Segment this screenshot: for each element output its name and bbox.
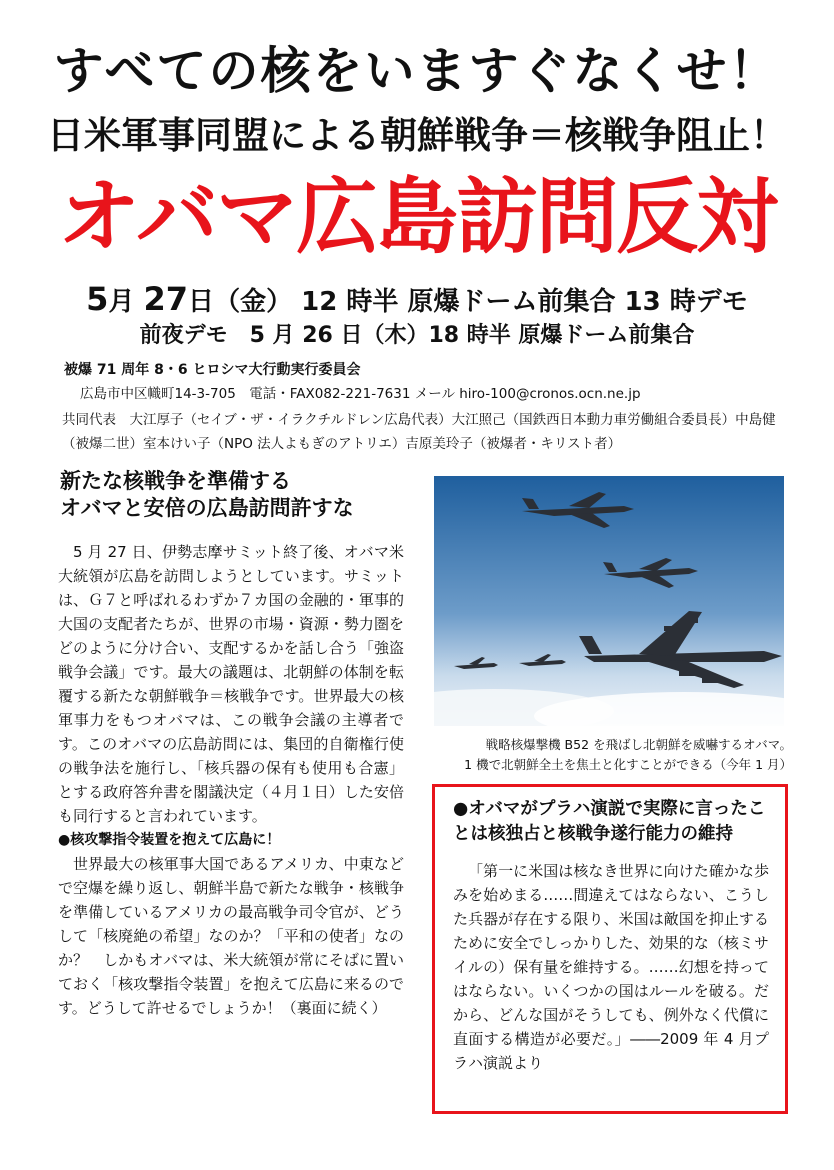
prague-speech-box — [432, 784, 788, 1114]
quote-text: 「第一に米国は核なき世界に向けた確かな歩みを始めまる……間違えてはならない、こうした兵器が存在する限り、米国は敵国を抑止するために安全でしっかりした、効果的な（核ミサイルの）保有量を維持する。……幻想を持ってはならない。いくつかの国はルールを破る。だから、どんな国がそうしても、例外なく代償に直面する構造が必要だ。」――2009 年 4 月プラハ演説より — [453, 862, 769, 1072]
organizer-address: 広島市中区幟町14-3-705 電話・FAX082-221-7631 メール hiro-100@cronos.ocn.ne.jp — [80, 386, 641, 402]
eve-schedule: 前夜デモ 5 月 26 日（木）18 時半 原爆ドーム前集合 — [139, 323, 695, 348]
photo-caption — [430, 735, 792, 775]
article-paragraph-1: 5 月 27 日、伊勢志摩サミット終了後、オバマ米大統領が広島を訪問しようとしています。サミットは、Ｇ７と呼ばれるわずか７カ国の金融的・軍事的大国の支配者たちが、世界の市場・資源・勢力圏をどのように分け合い、支配するかを話し合う「強盗戦争会議」です。最大の議題は、北朝鮮の体制を転覆する新たな朝鮮戦争＝核戦争です。世界最大の核軍事力をもつオバマは、この戦争会議の主導者です。このオバマの広島訪問には、集団的自衛権行使の戦争法を施行し、「核兵器の保有も使用も合憲」とする政府答弁書を閣議決定（４月１日）した安倍も同行すると言われています。 — [58, 543, 404, 825]
article-paragraph-2: 世界最大の核軍事大国であるアメリカ、中東などで空爆を繰り返し、朝鮮半島で新たな戦争・核戦争を準備しているアメリカの最高戦争司令官が、どうして「核廃絶の希望」なのか？「平和の使者」なのか？ しかもオバマは、米大統領が常にそばに置いておく「核攻撃指令装置」を抱えて広島に来るのです。どうして許せるでしょうか！（裏面に続く） — [58, 855, 404, 1017]
representatives: 共同代表 大江厚子（セイブ・ザ・イラクチルドレン広島代表）大江照己（国鉄西日本動力車労働組合委員長）中島健（被爆二世）室本けい子（NPO 法人よもぎのアトリエ）吉原美玲子（被爆者・キリスト者） — [62, 412, 776, 452]
schedule-day: 27 — [143, 280, 189, 318]
schedule-weekday: （金） — [214, 287, 293, 317]
schedule-month-unit: 月 — [108, 287, 135, 317]
red-headline: オバマ広島訪問反対 — [57, 170, 777, 265]
schedule-place: 原爆ドーム前集合 — [407, 287, 616, 317]
schedule-hour: 12 — [301, 287, 338, 317]
article-title-line1: 新たな核戦争を準備する — [60, 469, 291, 493]
article-title-line2: オバマと安倍の広島訪問許すな — [60, 496, 354, 520]
bomber-photo — [434, 476, 784, 726]
organizer-name: 被爆 71 周年 8・6 ヒロシマ大行動実行委員会 — [64, 362, 361, 378]
photo-caption-line1: 戦略核爆撃機 B52 を飛ばし北朝鮮を威嚇するオバマ。 — [485, 737, 792, 752]
quote-title: ●オバマがプラハ演説で実際に言ったことは核独占と核戦争遂行能力の維持 — [453, 799, 766, 844]
schedule-month: 5 — [86, 280, 109, 318]
demo-hour: 13 — [624, 287, 661, 317]
article-title — [60, 468, 354, 522]
main-headline: すべての核をいますぐなくせ！ — [53, 41, 781, 100]
schedule-day-unit: 日 — [188, 287, 215, 317]
demo-unit: 時デモ — [669, 287, 748, 317]
article-body — [58, 540, 404, 1020]
sub-headline: 日米軍事同盟による朝鮮戦争＝核戦争阻止！ — [47, 114, 787, 157]
bomber-photo-illustration — [434, 476, 784, 726]
article-subheading: ●核攻撃指令装置を抱えて広島に！ — [58, 832, 281, 848]
schedule-time-unit: 時半 — [346, 287, 399, 317]
main-schedule — [0, 282, 834, 319]
photo-caption-line2: 1 機で北朝鮮全土を焦土と化すことができる（今年 1 月） — [464, 757, 792, 772]
